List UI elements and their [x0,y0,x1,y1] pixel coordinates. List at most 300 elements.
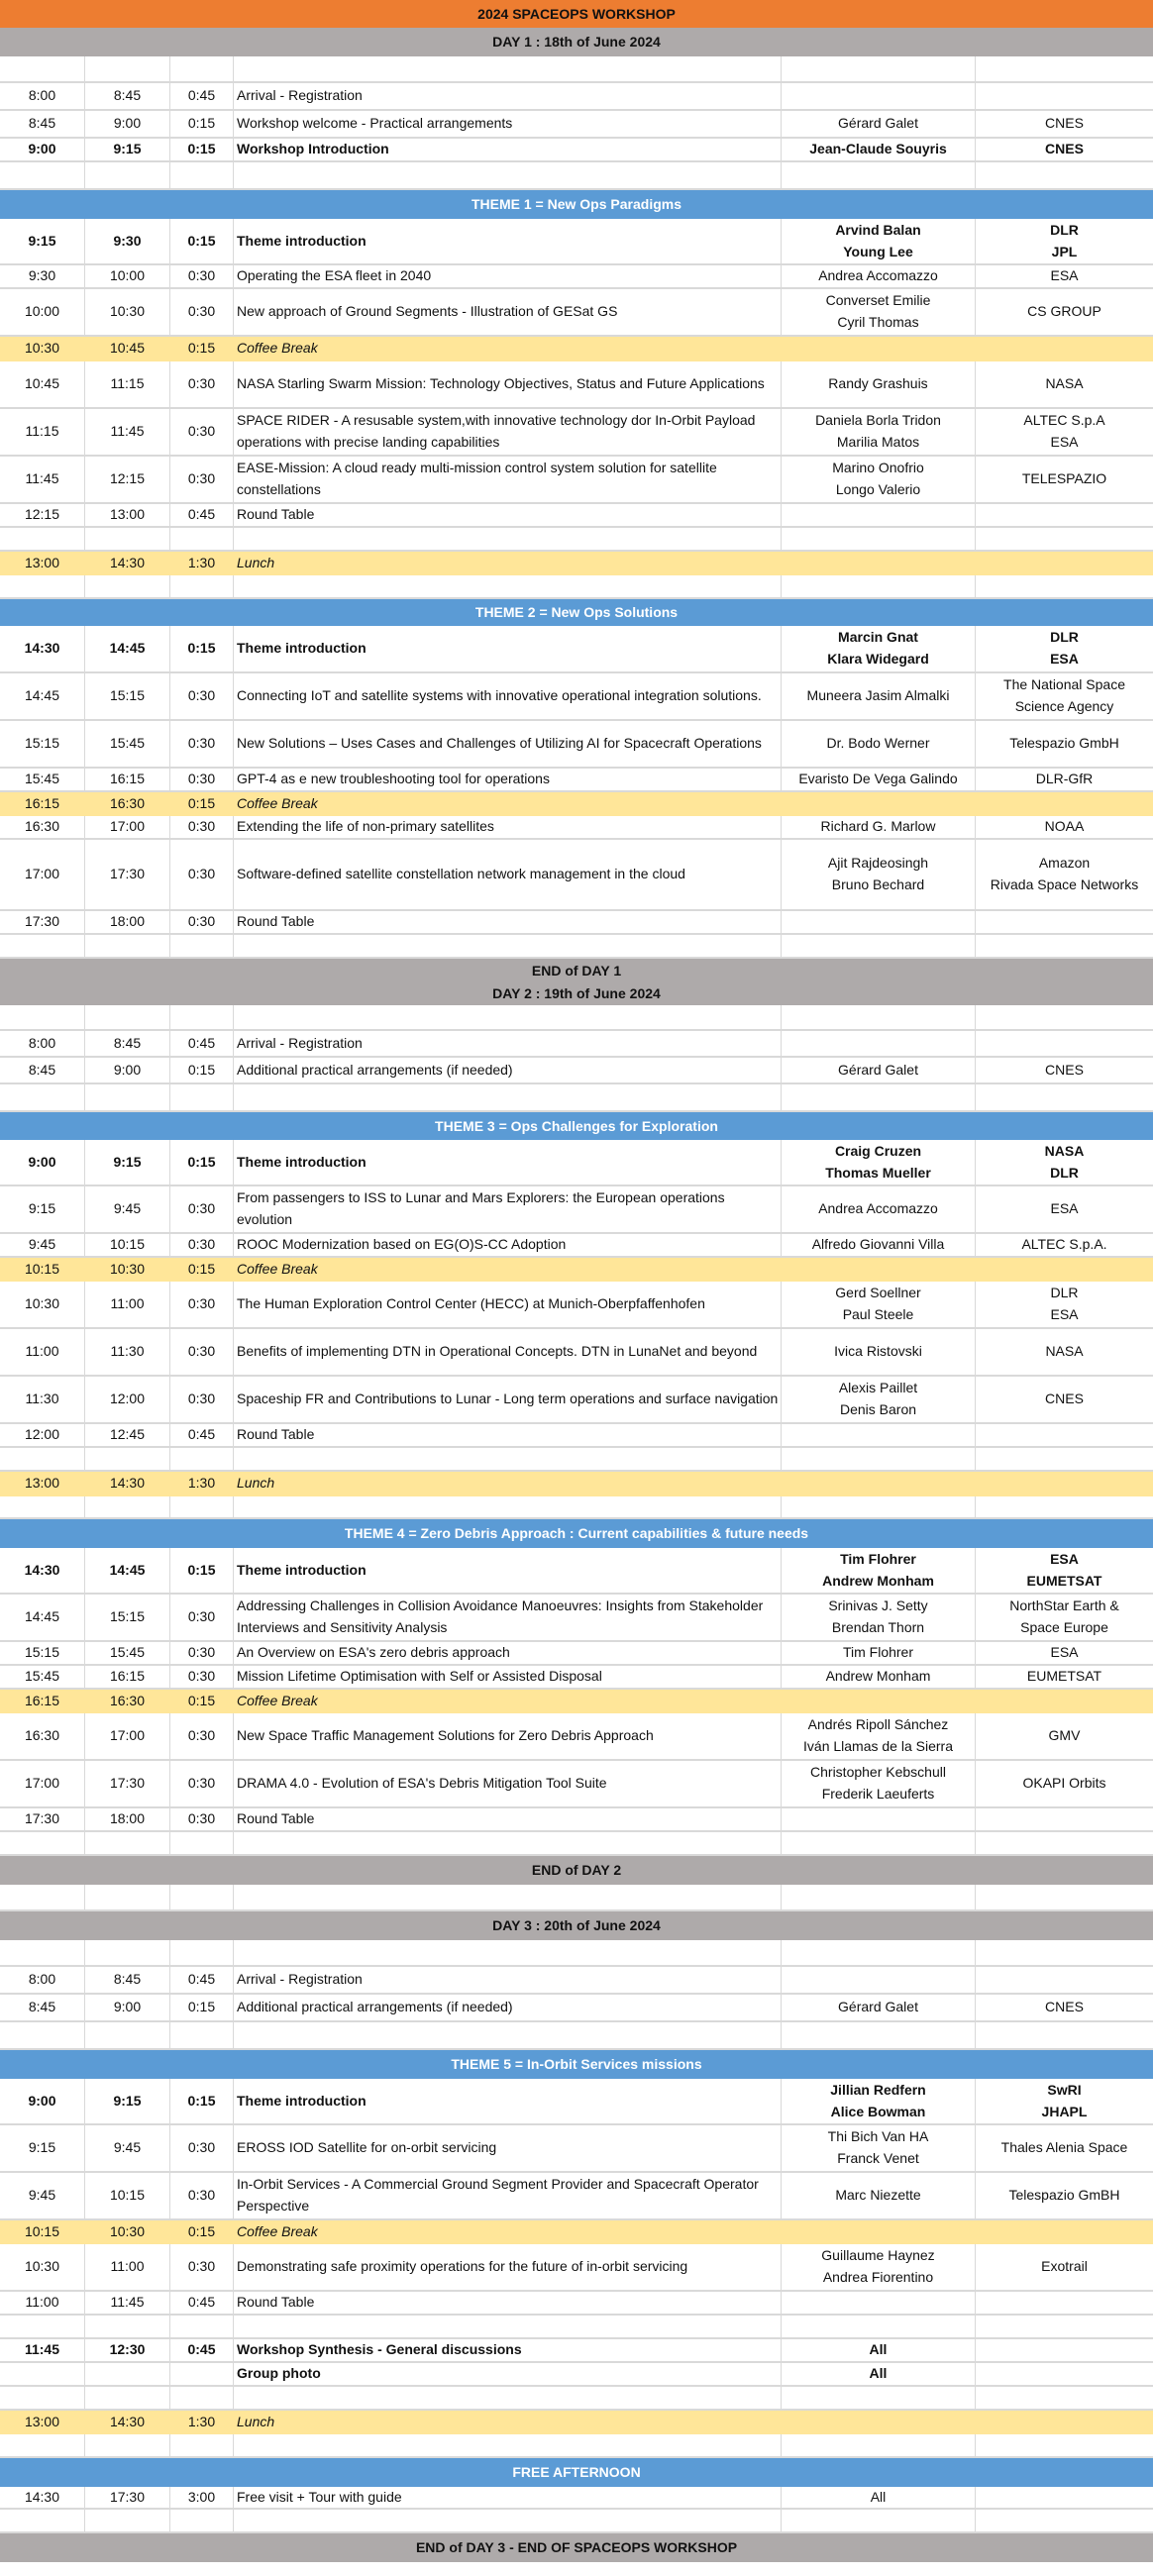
session-title-cell: An Overview on ESA's zero debris approach [234,1642,782,1664]
speaker-name: Brendan Thorn [831,1619,925,1635]
session-row [0,2125,1153,2173]
duration-cell [170,1832,234,1854]
spacer-row [0,1496,1153,1519]
session-title-cell: Free visit + Tour with guide [234,2487,782,2508]
duration-cell: 0:30 [170,1186,234,1232]
speaker-name: Alice Bowman [830,2103,926,2119]
session-title-cell: From passengers to ISS to Lunar and Mars Explorers: the European operations evolution [234,1186,782,1232]
spacer-row [0,1885,1153,1911]
session-row [0,1282,1153,1329]
session-title-cell [234,2022,782,2048]
start-time-cell: 8:00 [0,1967,85,1993]
start-time-cell: 16:15 [0,792,85,815]
session-row [0,840,1153,911]
break-row [0,792,1153,816]
speakers-cell [782,1885,976,1909]
speakers-cell [782,1472,976,1495]
session-title-cell: In-Orbit Services - A Commercial Ground Segment Provider and Spacecraft Operator Perspective [234,2173,782,2218]
session-title-cell: NASA Starling Swarm Mission: Technology Objectives, Status and Future Applications [234,361,782,407]
start-time-cell: 8:00 [0,83,85,109]
start-time-cell [0,2434,85,2456]
duration-cell: 0:15 [170,2220,234,2243]
organization-cell [976,2487,1153,2508]
theme-header [0,2050,1153,2079]
speakers-cell [782,162,976,188]
organization-name: NOAA [1044,818,1085,835]
banner-text: THEME 1 = New Ops Paradigms [471,196,681,213]
duration-cell [170,1005,234,1029]
start-time-cell [0,2316,85,2337]
start-time-cell: 9:00 [0,2079,85,2123]
speakers-cell [782,1940,976,1965]
end-time-cell [85,935,170,957]
start-time-cell: 12:15 [0,504,85,526]
organization-cell [976,83,1153,109]
duration-cell: 0:30 [170,1377,234,1422]
duration-cell [170,1940,234,1965]
session-row [0,911,1153,935]
start-time-cell: 16:30 [0,816,85,838]
speaker-name: Marcin Gnat [838,629,918,646]
start-time-cell: 16:15 [0,1690,85,1712]
session-title-cell: Coffee Break [234,792,782,815]
duration-cell [170,1084,234,1110]
organization-cell [976,935,1153,957]
speakers-cell [782,1005,976,1029]
speaker-name: Muneera Jasim Almalki [806,687,950,704]
speakers-cell [782,626,976,671]
organization-cell [976,2244,1153,2290]
end-time-cell: 9:15 [85,2079,170,2123]
speaker-name: Jean-Claude Souyris [809,141,947,157]
end-time-cell: 16:30 [85,792,170,815]
speakers-cell [782,1761,976,1806]
speaker-name: Paul Steele [842,1306,914,1322]
speaker-name: Frederik Laeuferts [821,1786,935,1802]
session-title-cell: Additional practical arrangements (if needed) [234,1995,782,2020]
session-row [0,83,1153,111]
session-title-cell: Group photo [234,2363,782,2385]
organization-cell [976,1140,1153,1185]
speaker-name: Gérard Galet [838,115,918,132]
banner-text: END of DAY 2 [531,1862,622,1879]
organization-cell [976,162,1153,188]
organization-name: DLR-GfR [1035,771,1094,787]
session-title-cell [234,1005,782,1029]
banner-text: THEME 3 = Ops Challenges for Exploration [435,1117,718,1134]
session-title-cell: Theme introduction [234,1140,782,1185]
organization-cell [976,1995,1153,2020]
speaker-name: Bruno Bechard [831,876,925,892]
end-time-cell: 11:30 [85,1329,170,1375]
end-time-cell [85,1832,170,1854]
end-time-cell: 8:45 [85,1967,170,1993]
organization-name: Telespazio GmBH [1008,2187,1120,2204]
session-title-cell: Workshop welcome - Practical arrangements [234,111,782,137]
speakers-cell [782,1282,976,1327]
end-time-cell [85,2316,170,2337]
end-time-cell: 17:30 [85,840,170,909]
speakers-cell [782,1548,976,1593]
speakers-cell [782,528,976,550]
end-time-cell: 15:15 [85,1595,170,1640]
organization-cell [976,139,1153,160]
end-time-cell: 16:30 [85,1690,170,1712]
organization-cell [976,2387,1153,2409]
session-row [0,2173,1153,2220]
session-title-cell [234,1496,782,1517]
duration-cell: 0:15 [170,1140,234,1185]
organization-name: SwRI [1047,2081,1082,2098]
session-title-cell: Lunch [234,552,782,574]
organization-cell [976,626,1153,671]
duration-cell: 0:30 [170,289,234,335]
start-time-cell: 9:30 [0,265,85,287]
organization-cell [976,1967,1153,1993]
end-time-cell: 9:45 [85,2125,170,2171]
theme-header [0,2458,1153,2487]
end-time-cell: 17:00 [85,816,170,838]
organization-name: Rivada Space Networks [990,876,1139,892]
session-title-cell: Demonstrating safe proximity operations for the future of in-orbit servicing [234,2244,782,2290]
duration-cell: 1:30 [170,2411,234,2433]
speaker-name: Klara Widegard [827,651,929,667]
organization-cell [976,1058,1153,1082]
organization-cell [976,56,1153,81]
spacer-row [0,1832,1153,1856]
start-time-cell [0,2022,85,2048]
session-title-cell [234,2316,782,2337]
speaker-name: Craig Cruzen [834,1142,922,1159]
speakers-cell [782,1140,976,1185]
duration-cell: 0:30 [170,409,234,455]
session-title-cell: Arrival - Registration [234,83,782,109]
start-time-cell: 11:00 [0,2292,85,2314]
organization-name: NASA [1045,1343,1084,1360]
speakers-cell [782,2173,976,2218]
start-time-cell: 15:45 [0,1666,85,1688]
speaker-name: Ivica Ristovski [834,1343,922,1360]
duration-cell: 0:15 [170,1258,234,1281]
organization-cell [976,1885,1153,1909]
theme-header [0,1112,1153,1140]
break-row [0,1258,1153,1282]
organization-cell [976,2022,1153,2048]
speaker-name: Andrés Ripoll Sánchez [807,1716,949,1733]
session-row [0,1548,1153,1595]
session-title-cell [234,56,782,81]
speaker-name: Andrea Accomazzo [818,267,938,284]
duration-cell: 0:30 [170,1808,234,1830]
speaker-name: All [869,2365,888,2382]
end-time-cell: 10:45 [85,337,170,361]
end-time-cell [85,2510,170,2531]
organization-name: ESA [1050,267,1079,284]
session-title-cell: The Human Exploration Control Center (HECC) at Munich-Oberpfaffenhofen [234,1282,782,1327]
session-row [0,219,1153,265]
organization-cell [976,2411,1153,2433]
session-row [0,769,1153,792]
session-title-cell: Workshop Introduction [234,139,782,160]
banner-text: DAY 3 : 20th of June 2024 [492,1917,661,1934]
speakers-cell [782,1424,976,1446]
session-row [0,139,1153,162]
start-time-cell [0,56,85,81]
start-time-cell [0,2510,85,2531]
organization-cell [976,1031,1153,1056]
session-title-cell [234,935,782,957]
speaker-name: Srinivas J. Setty [828,1597,928,1614]
session-row [0,361,1153,409]
start-time-cell [0,162,85,188]
duration-cell [170,162,234,188]
organization-name: ESA [1050,1306,1079,1322]
speaker-name: Marilia Matos [836,434,920,450]
speakers-cell [782,2022,976,2048]
organization-name: DLR [1050,1285,1079,1301]
duration-cell: 0:15 [170,626,234,671]
speakers-cell [782,1058,976,1082]
start-time-cell: 9:00 [0,139,85,160]
start-time-cell: 9:45 [0,2173,85,2218]
duration-cell: 0:30 [170,457,234,502]
end-time-cell [85,1084,170,1110]
organization-name: ESA [1050,434,1079,450]
session-row [0,1186,1153,1234]
break-row [0,2220,1153,2244]
duration-cell: 0:15 [170,139,234,160]
session-title-cell: Round Table [234,504,782,526]
duration-cell [170,1448,234,1470]
end-time-cell: 9:00 [85,1058,170,1082]
session-row [0,1377,1153,1424]
duration-cell: 0:30 [170,769,234,790]
session-row [0,1595,1153,1642]
duration-cell [170,2387,234,2409]
speakers-cell [782,1084,976,1110]
organization-cell [976,2125,1153,2171]
banner-text: DAY 2 : 19th of June 2024 [492,984,661,1001]
start-time-cell [0,1084,85,1110]
spacer-row [0,1940,1153,1967]
session-row [0,1140,1153,1186]
organization-cell [976,528,1153,550]
session-row [0,2292,1153,2316]
session-row [0,1761,1153,1808]
session-row [0,1234,1153,1258]
session-title-cell [234,1885,782,1909]
session-title-cell [234,2434,782,2456]
duration-cell: 0:45 [170,2339,234,2361]
speakers-cell [782,769,976,790]
organization-cell [976,1832,1153,1854]
start-time-cell: 9:15 [0,219,85,263]
end-time-cell: 16:15 [85,769,170,790]
session-title-cell: EASE-Mission: A cloud ready multi-mission control system solution for satellite constellations [234,457,782,502]
day-header [0,959,1153,1005]
start-time-cell [0,1496,85,1517]
end-time-cell: 12:15 [85,457,170,502]
speakers-cell [782,1967,976,1993]
speakers-cell [782,2363,976,2385]
session-title-cell: Benefits of implementing DTN in Operational Concepts. DTN in LunaNet and beyond [234,1329,782,1375]
day-header [0,1911,1153,1940]
speakers-cell [782,935,976,957]
speaker-name: Andrew Monham [825,1668,931,1685]
session-title-cell: New approach of Ground Segments - Illustration of GESat GS [234,289,782,335]
start-time-cell [0,528,85,550]
start-time-cell: 10:45 [0,361,85,407]
start-time-cell: 13:00 [0,2411,85,2433]
start-time-cell: 14:45 [0,673,85,719]
start-time-cell: 17:30 [0,1808,85,1830]
speakers-cell [782,2387,976,2409]
speaker-name: Evaristo De Vega Galindo [798,771,958,787]
speakers-cell [782,1642,976,1664]
session-row [0,1642,1153,1666]
duration-cell: 0:30 [170,1282,234,1327]
session-title-cell: Addressing Challenges in Collision Avoidance Manoeuvres: Insights from Stakeholder Interviews and Sensitivity Analysis [234,1595,782,1640]
speakers-cell [782,575,976,597]
speakers-cell [782,1808,976,1830]
organization-cell [976,409,1153,455]
end-time-cell: 17:30 [85,2487,170,2508]
break-row [0,552,1153,575]
organization-name: ESA [1050,1200,1079,1217]
session-title-cell: Arrival - Registration [234,1967,782,1993]
end-time-cell: 18:00 [85,1808,170,1830]
start-time-cell: 12:00 [0,1424,85,1446]
spacer-row [0,2316,1153,2339]
organization-name: CNES [1045,115,1084,132]
session-row [0,2363,1153,2387]
speaker-name: Thi Bich Van HA [827,2128,929,2145]
speaker-name: Jillian Redfern [830,2081,926,2098]
banner-text: THEME 4 = Zero Debris Approach : Current capabilities & future needs [344,1525,809,1542]
organization-cell [976,1186,1153,1232]
start-time-cell: 8:45 [0,111,85,137]
speaker-name: Thomas Mueller [825,1164,931,1181]
spacer-row [0,1448,1153,1472]
start-time-cell: 10:30 [0,2244,85,2290]
session-row [0,289,1153,337]
end-time-cell: 9:15 [85,1140,170,1185]
session-title-cell: Spaceship FR and Contributions to Lunar - Long term operations and surface navigation [234,1377,782,1422]
speakers-cell [782,265,976,287]
speakers-cell [782,911,976,933]
session-title-cell: Lunch [234,1472,782,1495]
speaker-name: Andrew Monham [822,1572,934,1589]
duration-cell [170,1885,234,1909]
session-title-cell: Extending the life of non-primary satellites [234,816,782,838]
organization-name: Space Europe [1020,1619,1108,1635]
speakers-cell [782,2411,976,2433]
duration-cell: 1:30 [170,552,234,574]
organization-cell [976,1595,1153,1640]
session-title-cell [234,575,782,597]
duration-cell: 0:30 [170,361,234,407]
end-time-cell: 14:45 [85,626,170,671]
organization-name: Amazon [1038,855,1091,872]
end-time-cell: 10:30 [85,289,170,335]
session-row [0,111,1153,139]
organization-cell [976,1424,1153,1446]
start-time-cell: 9:15 [0,2125,85,2171]
organization-cell [976,769,1153,790]
speakers-cell [782,1258,976,1281]
speakers-cell [782,1031,976,1056]
speakers-cell [782,2487,976,2508]
organization-name: CNES [1045,1391,1084,1407]
day-header [0,1856,1153,1885]
duration-cell [170,56,234,81]
session-title-cell [234,528,782,550]
session-row [0,1808,1153,1832]
session-title-cell [234,1940,782,1965]
session-title-cell: Theme introduction [234,626,782,671]
theme-header [0,1519,1153,1548]
session-row [0,1967,1153,1995]
speaker-name: Alexis Paillet [838,1380,918,1396]
theme-header [0,190,1153,219]
end-time-cell: 14:30 [85,552,170,574]
start-time-cell: 9:45 [0,1234,85,1256]
organization-cell [976,1448,1153,1470]
end-time-cell: 10:15 [85,1234,170,1256]
speaker-name: All [870,2488,887,2505]
end-time-cell: 11:15 [85,361,170,407]
duration-cell [170,575,234,597]
session-row [0,673,1153,721]
end-time-cell: 11:45 [85,2292,170,2314]
spacer-row [0,162,1153,190]
end-time-cell: 9:15 [85,139,170,160]
speaker-name: Gérard Galet [838,1999,918,2015]
organization-cell [976,337,1153,361]
speakers-cell [782,1666,976,1688]
organization-cell [976,1005,1153,1029]
end-time-cell: 12:30 [85,2339,170,2361]
start-time-cell: 8:45 [0,1058,85,1082]
organization-name: CS GROUP [1027,303,1101,320]
session-title-cell: Round Table [234,1424,782,1446]
speaker-name: Marc Niezette [835,2187,921,2204]
organization-cell [976,1234,1153,1256]
organization-name: DLR [1050,1164,1079,1181]
duration-cell: 0:30 [170,1713,234,1759]
duration-cell [170,2316,234,2337]
speaker-name: Tim Flohrer [840,1550,916,1567]
speakers-cell [782,83,976,109]
session-title-cell: Round Table [234,1808,782,1830]
duration-cell: 0:15 [170,1058,234,1082]
organization-name: The National Space [1003,676,1125,693]
duration-cell: 0:45 [170,83,234,109]
speaker-name: Young Lee [843,243,913,259]
organization-cell [976,840,1153,909]
speakers-cell [782,219,976,263]
end-time-cell: 8:45 [85,1031,170,1056]
start-time-cell: 15:15 [0,1642,85,1664]
organization-cell [976,2339,1153,2361]
start-time-cell: 10:00 [0,289,85,335]
speakers-cell [782,1832,976,1854]
end-time-cell [85,56,170,81]
speakers-cell [782,504,976,526]
speakers-cell [782,111,976,137]
speaker-name: Tim Flohrer [842,1644,914,1661]
session-row [0,2244,1153,2292]
